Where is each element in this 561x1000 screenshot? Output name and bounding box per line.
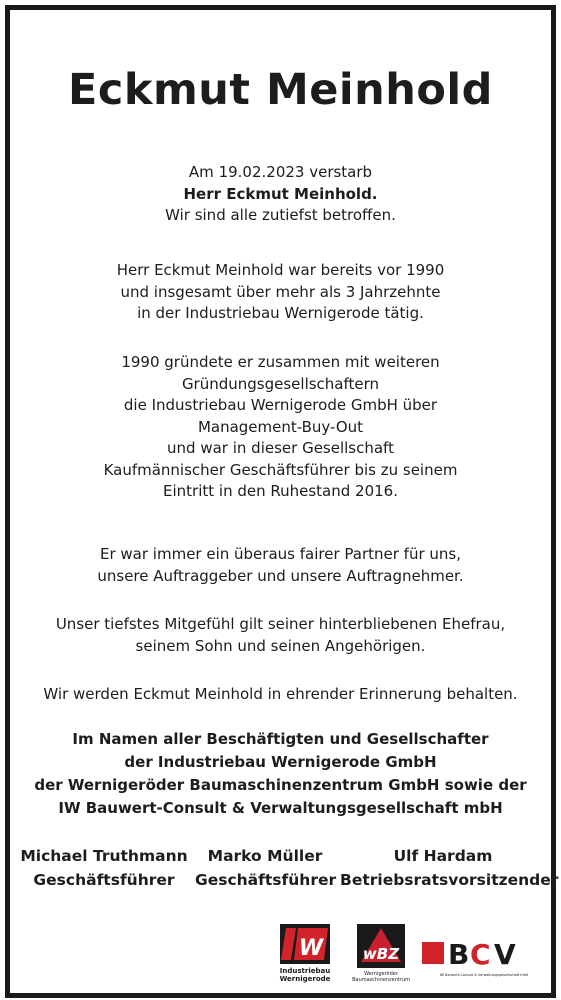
intro-line: Herr Eckmut Meinhold.: [183, 184, 378, 203]
history-line: Herr Eckmut Meinhold war bereits vor 1990: [116, 261, 445, 279]
founding-line: Gründungsgesellschaftern: [181, 374, 380, 393]
history-paragraph: [10, 260, 551, 325]
iw-caption: Industriebau: [279, 967, 331, 975]
founding-line: und war in dieser Gesellschaft: [167, 439, 394, 457]
founding-paragraph: [10, 352, 551, 503]
partner-paragraph: [10, 544, 551, 587]
signatory-name: Ulf Hardam: [393, 847, 493, 865]
sympathy-line: Unser tiefstes Mitgefühl gilt seiner hinterbliebenen Ehefrau,: [55, 615, 506, 633]
on-behalf-line: Im Namen aller Beschäftigten und Gesellschafter: [72, 730, 489, 748]
signatory-name: Michael Truthmann: [20, 847, 188, 865]
svg-text:B: B: [448, 938, 472, 971]
signatory-name: Marko Müller: [207, 847, 323, 865]
signatory-title: Geschäftsführer: [195, 871, 337, 889]
bcv-caption: IW Bauwert-Consult & Verwaltungsgesellschaft mbH: [439, 973, 529, 977]
on-behalf-line: IW Bauwert-Consult & Verwaltungsgesellschaft mbH: [58, 799, 503, 817]
sympathy-paragraph: [10, 614, 551, 657]
signatory-title: Geschäftsführer: [33, 871, 175, 889]
signatory-3: [340, 844, 559, 892]
deceased-name: Eckmut Meinhold: [68, 65, 493, 115]
signatory-1: [16, 844, 192, 892]
memory-paragraph: [10, 684, 551, 706]
founding-line: die Industriebau Wernigerode GmbH über: [123, 396, 438, 414]
iw-caption: Wernigerode: [279, 975, 331, 983]
svg-text:W: W: [298, 936, 324, 961]
intro-line: Am 19.02.2023 verstarb: [188, 163, 373, 181]
intro-paragraph: [10, 162, 551, 227]
bcv-logo: [422, 936, 546, 986]
founding-line: 1990 gründete er zusammen mit weiteren: [121, 353, 440, 371]
founding-line: Eintritt in den Ruhestand 2016.: [163, 482, 398, 500]
wbz-logo: [352, 924, 410, 984]
obituary-frame: [5, 5, 559, 998]
history-line: in der Industriebau Wernigerode tätig.: [137, 304, 424, 322]
on-behalf-paragraph: [10, 728, 551, 820]
intro-line: Wir sind alle zutiefst betroffen.: [165, 206, 396, 224]
partner-line: unsere Auftraggeber und unsere Auftragnehmer.: [97, 566, 464, 585]
iw-logo: [280, 924, 330, 984]
founding-line: Management-Buy-Out: [197, 417, 364, 436]
wbz-caption: Baumaschinenzentrum: [352, 977, 410, 983]
signatory-title: Betriebsratsvorsitzender: [340, 871, 559, 889]
on-behalf-line: der Industriebau Wernigerode GmbH: [124, 753, 437, 771]
memory-line: Wir werden Eckmut Meinhold in ehrender Erinnerung behalten.: [43, 685, 518, 703]
sympathy-line: seinem Sohn und seinen Angehörigen.: [135, 636, 426, 655]
svg-text:wBZ: wBZ: [362, 945, 400, 963]
on-behalf-line: der Wernigeröder Baumaschinenzentrum GmbH sowie der: [34, 776, 527, 794]
svg-text:V: V: [494, 938, 518, 971]
founding-line: Kaufmännischer Geschäftsführer bis zu seinem: [103, 460, 458, 479]
signatory-2: [195, 844, 335, 892]
partner-line: Er war immer ein überaus fairer Partner für uns,: [100, 545, 461, 563]
history-line: und insgesamt über mehr als 3 Jahrzehnte: [120, 282, 441, 301]
svg-text:C: C: [470, 938, 493, 971]
wbz-caption: Wernigeröder: [364, 971, 398, 977]
